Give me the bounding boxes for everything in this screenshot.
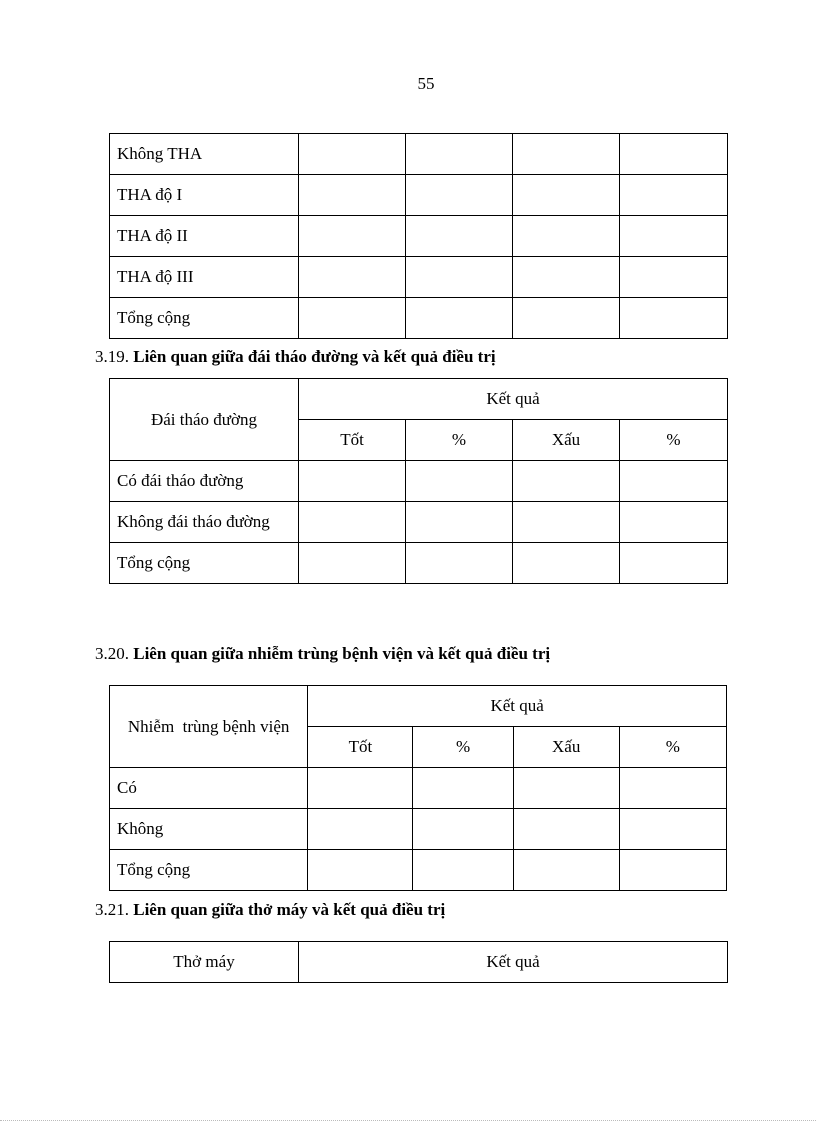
table-cell [513, 461, 620, 502]
table-cell [513, 257, 620, 298]
table-cell [406, 502, 513, 543]
group-header: Kết quả [299, 942, 728, 983]
table-header-row [110, 379, 728, 420]
section-number: 3.20. [95, 644, 129, 663]
group-header: Kết quả [299, 379, 728, 420]
table-cell [406, 543, 513, 584]
table-cell [299, 257, 406, 298]
column-header: % [413, 727, 513, 768]
table-cell [513, 809, 619, 850]
table-cell [620, 134, 728, 175]
table-row [110, 298, 728, 339]
table-cell [299, 543, 406, 584]
row-label: Tổng cộng [110, 543, 299, 584]
table-cell [406, 134, 513, 175]
row-label: Không đái tháo đường [110, 502, 299, 543]
table-cell [620, 502, 728, 543]
table-cell [299, 461, 406, 502]
table-cell [406, 175, 513, 216]
section-3-21-caption [95, 900, 445, 920]
section-number: 3.19. [95, 347, 129, 366]
table-cell [513, 134, 620, 175]
row-label: Không [110, 809, 308, 850]
row-header: Đái tháo đường [110, 379, 299, 461]
table-cell [413, 809, 513, 850]
row-label: Tổng cộng [110, 850, 308, 891]
table-cell [413, 850, 513, 891]
table-cell [308, 850, 413, 891]
table-cell [513, 543, 620, 584]
table-cell [620, 543, 728, 584]
section-3-19-caption [95, 347, 496, 367]
row-label: Tổng cộng [110, 298, 299, 339]
row-header: Thở máy [110, 942, 299, 983]
table-cell [299, 216, 406, 257]
table-row [110, 809, 727, 850]
table-cell [513, 216, 620, 257]
table-header-row [110, 942, 728, 983]
table-cell [513, 502, 620, 543]
row-label: Không THA [110, 134, 299, 175]
table-row [110, 502, 728, 543]
row-label: THA độ II [110, 216, 299, 257]
table-cell [406, 461, 513, 502]
section-title: Liên quan giữa đái tháo đường và kết quả điều trị [133, 347, 496, 366]
hypertension-table [109, 133, 728, 339]
column-header: Tốt [299, 420, 406, 461]
table-cell [620, 257, 728, 298]
table-cell [513, 175, 620, 216]
table-cell [308, 768, 413, 809]
column-header: % [620, 420, 728, 461]
row-label: Có đái tháo đường [110, 461, 299, 502]
row-label: Có [110, 768, 308, 809]
table-cell [620, 175, 728, 216]
column-header: Tốt [308, 727, 413, 768]
page-number: 55 [417, 74, 435, 93]
table-cell [513, 850, 619, 891]
diabetes-table [109, 378, 728, 584]
table-cell [299, 175, 406, 216]
table-row [110, 134, 728, 175]
table-row [110, 216, 728, 257]
table-row [110, 768, 727, 809]
column-header: % [619, 727, 726, 768]
table-cell [406, 216, 513, 257]
column-header: Xấu [513, 727, 619, 768]
table-cell [406, 298, 513, 339]
table-row [110, 175, 728, 216]
group-header: Kết quả [308, 686, 727, 727]
table-cell [619, 850, 726, 891]
column-header: Xấu [513, 420, 620, 461]
table-row [110, 461, 728, 502]
page-bottom-border [0, 1120, 816, 1121]
column-header: % [406, 420, 513, 461]
table-cell [513, 298, 620, 339]
table-cell [619, 809, 726, 850]
table-cell [299, 134, 406, 175]
row-header: Nhiễm trùng bệnh viện [110, 686, 308, 768]
table-cell [620, 461, 728, 502]
table-cell [406, 257, 513, 298]
table-cell [620, 298, 728, 339]
table-cell [299, 298, 406, 339]
table-cell [299, 502, 406, 543]
table-cell [413, 768, 513, 809]
table-row [110, 850, 727, 891]
table-row [110, 543, 728, 584]
ventilation-table [109, 941, 728, 983]
section-title: Liên quan giữa nhiễm trùng bệnh viện và kết quả điều trị [133, 644, 551, 663]
table-cell [308, 809, 413, 850]
row-label: THA độ I [110, 175, 299, 216]
row-label: THA độ III [110, 257, 299, 298]
table-header-row [110, 686, 727, 727]
table-cell [513, 768, 619, 809]
section-number: 3.21. [95, 900, 129, 919]
table-cell [620, 216, 728, 257]
table-row [110, 257, 728, 298]
section-title: Liên quan giữa thở máy và kết quả điều trị [133, 900, 446, 919]
hospital-infection-table [109, 685, 727, 891]
table-cell [619, 768, 726, 809]
section-3-20-caption [95, 644, 550, 664]
